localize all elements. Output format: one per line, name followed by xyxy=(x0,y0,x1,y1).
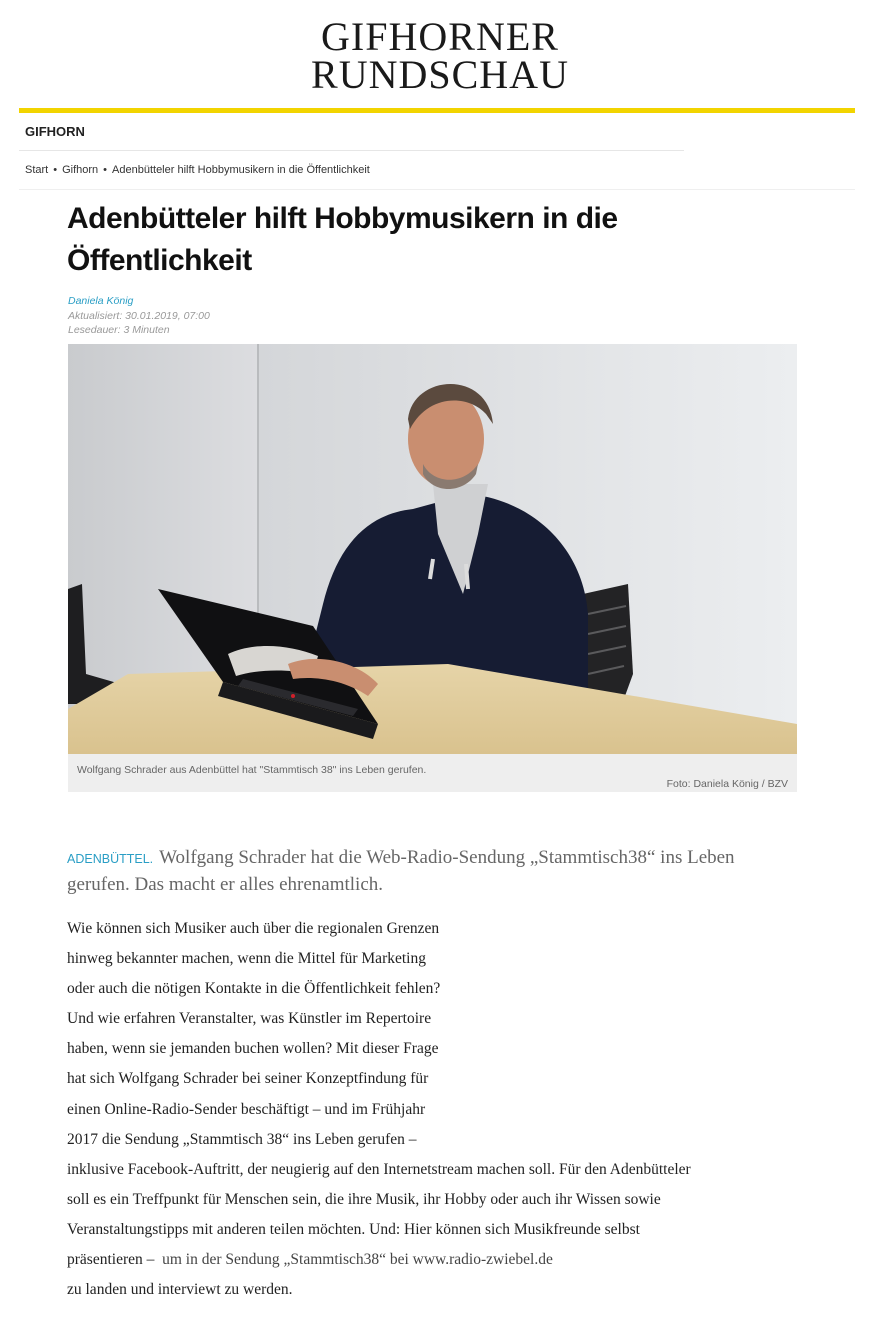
breadcrumb xyxy=(25,164,370,176)
article-photo-illustration xyxy=(68,344,797,754)
article-body xyxy=(67,914,691,1305)
article-headline xyxy=(67,198,707,282)
image-caption-box xyxy=(68,754,797,792)
article-lead xyxy=(67,845,787,897)
headline-line-1: Adenbütteler hilft Hobbymusikern in die xyxy=(67,202,618,235)
author-link[interactable]: Daniela König xyxy=(68,295,134,307)
body-line: hinweg bekannter machen, wenn die Mittel für Marketing xyxy=(67,950,426,968)
body-line xyxy=(67,1245,691,1275)
breadcrumb-start[interactable]: Start xyxy=(25,164,49,176)
divider xyxy=(19,150,684,151)
radio-link-text: um in der Sendung „Stammtisch38“ bei www.radio-zwiebel.de xyxy=(162,1251,553,1269)
breadcrumb-current: Adenbütteler hilft Hobbymusikern in die Öffentlichkeit xyxy=(112,164,370,176)
body-line: oder auch die nötigen Kontakte in die Öffentlichkeit fehlen? xyxy=(67,980,441,998)
accent-bar xyxy=(19,108,855,113)
headline-line-2: Öffentlichkeit xyxy=(67,244,252,277)
body-line: inklusive Facebook-Auftritt, der neugierig auf den Internetstream machen soll. Für den Adenbütteler xyxy=(67,1160,691,1178)
body-text: präsentieren – xyxy=(67,1251,155,1269)
breadcrumb-separator: • xyxy=(53,164,58,176)
dateline: ADENBÜTTEL. xyxy=(67,852,154,866)
body-line: 2017 die Sendung „Stammtisch 38“ ins Leben gerufen – xyxy=(67,1130,417,1148)
body-line: haben, wenn sie jemanden buchen wollen? Mit dieser Frage xyxy=(67,1040,439,1058)
lead-text: Wolfgang Schrader hat die Web-Radio-Sendung „Stammtisch38“ ins Leben gerufen. Das macht er alles ehrenamtlich. xyxy=(67,847,735,895)
body-line: Wie können sich Musiker auch über die regionalen Grenzen xyxy=(67,920,440,937)
breadcrumb-separator: • xyxy=(103,164,108,176)
breadcrumb-gifhorn[interactable]: Gifhorn xyxy=(62,164,99,176)
image-credit: Foto: Daniela König / BZV xyxy=(666,778,788,790)
body-line: einen Online-Radio-Sender beschäftigt – und im Frühjahr xyxy=(67,1100,426,1118)
divider xyxy=(19,189,855,190)
masthead-logo[interactable] xyxy=(0,14,880,97)
reading-time: Lesedauer: 3 Minuten xyxy=(68,324,170,336)
masthead-line-2: RUNDSCHAU xyxy=(311,52,569,97)
updated-timestamp: Aktualisiert: 30.01.2019, 07:00 xyxy=(68,310,210,322)
body-line: Veranstaltungstipps mit anderen teilen möchten. Und: Hier können sich Musikfreunde selbst xyxy=(67,1220,640,1238)
body-line: Und wie erfahren Veranstalter, was Künstler im Repertoire xyxy=(67,1010,432,1028)
body-line: zu landen und interviewt zu werden. xyxy=(67,1281,293,1299)
section-nav-gifhorn[interactable]: GIFHORN xyxy=(25,124,85,139)
masthead-line-1: GIFHORNER xyxy=(321,14,559,59)
article-photo xyxy=(68,344,797,754)
body-line: hat sich Wolfgang Schrader bei seiner Konzeptfindung für xyxy=(67,1070,429,1088)
image-caption: Wolfgang Schrader aus Adenbüttel hat "Stammtisch 38" ins Leben gerufen. xyxy=(77,764,427,776)
body-line: soll es ein Treffpunkt für Menschen sein, die ihre Musik, ihr Hobby oder auch ihr Wissen sowie xyxy=(67,1190,661,1208)
